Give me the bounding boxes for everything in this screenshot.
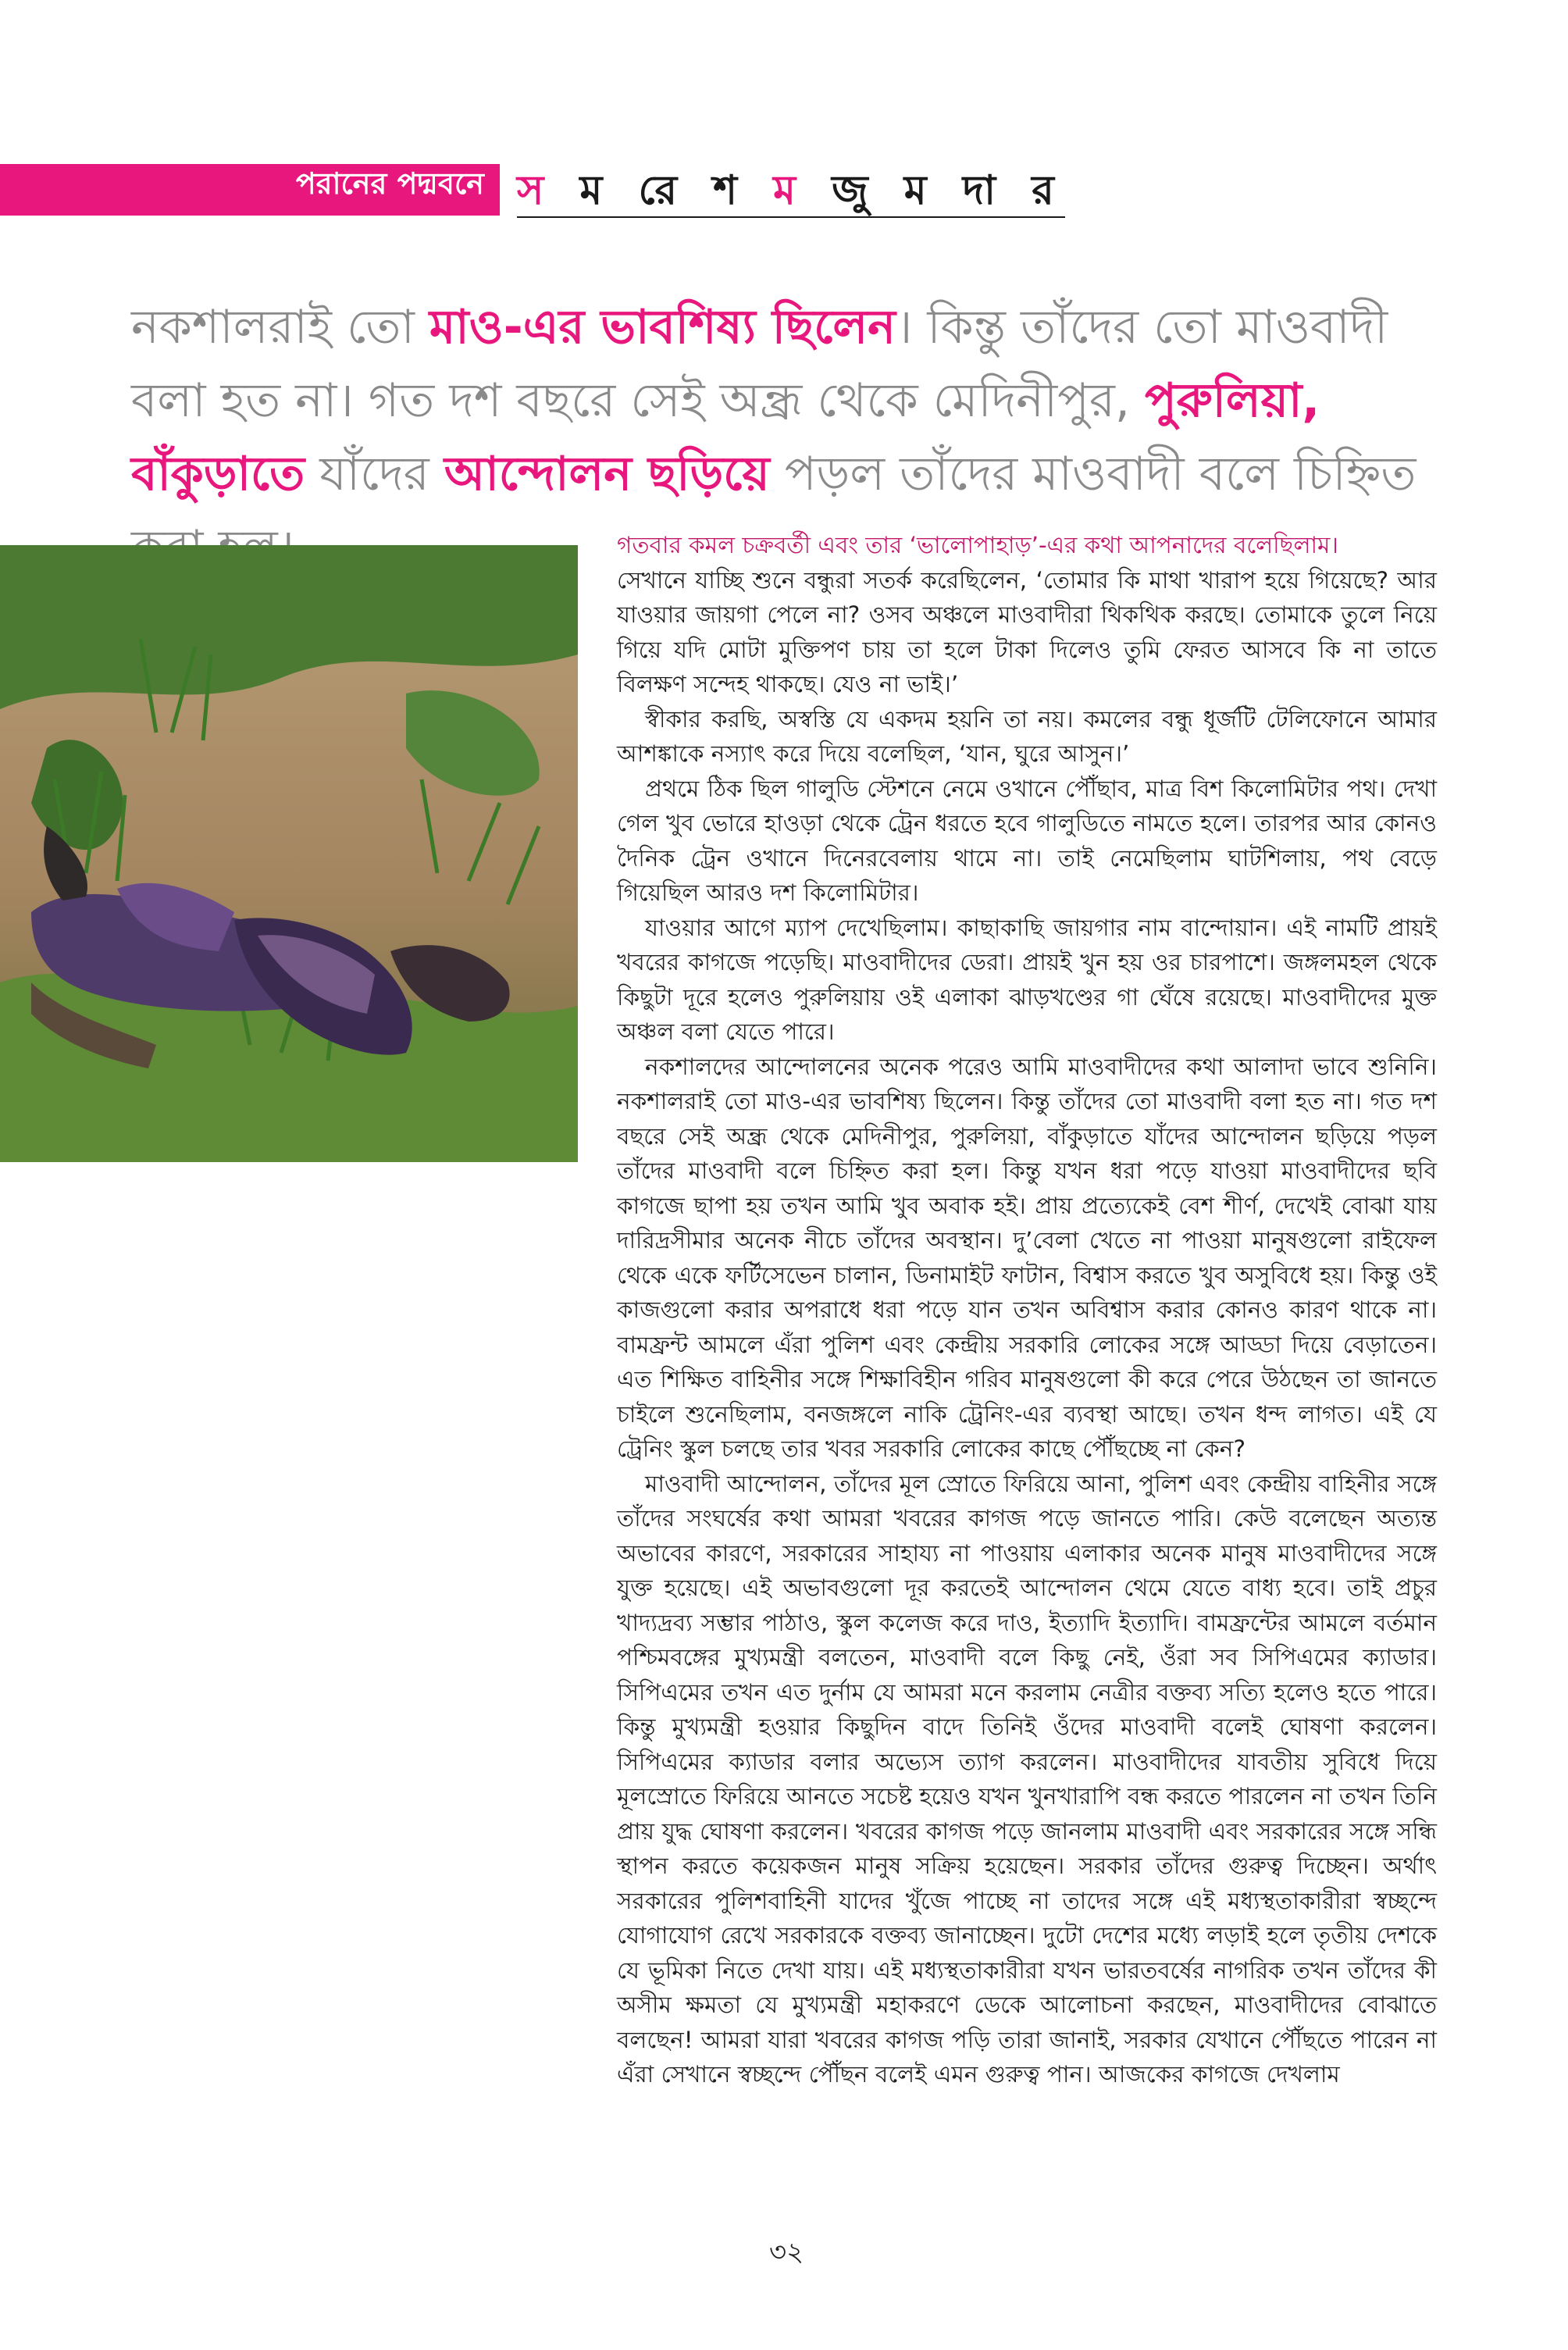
pullquote-highlight-2: পুরুলিয়া, বাঁকুড়াতে — [131, 373, 1320, 501]
page-number: ৩২ — [769, 2237, 804, 2268]
pullquote-part1: নকশালরাই তো — [131, 300, 429, 355]
article-intro: গতবার কমল চক্রবর্তী এবং তার ‘ভালোপাহাড়’-এর কথা আপনাদের বলেছিলাম। — [617, 532, 1338, 558]
article-paragraph-2: স্বীকার করছি, অস্বস্তি যে একদম হয়নি তা নয়। কমলের বন্ধু ধূর্জটি টেলিফোনে আমার আশঙ্কাকে নস্যাৎ করে দিয়ে বলেছিল, ‘যান, ঘুরে আসুন।’ — [617, 705, 1437, 767]
article-body — [617, 528, 1437, 2092]
section-label: পরানের পদ্মবনে — [295, 166, 484, 201]
author-first-rest: ম রে শ — [554, 167, 774, 214]
article-paragraph-4: যাওয়ার আগে ম্যাপ দেখেছিলাম। কাছাকাছি জায়গার নাম বান্দোয়ান। এই নামটি প্রায়ই খবরের কাগজে পড়েছি। মাওবাদীদের ডেরা। প্রায়ই খুন হয় ওর চারপাশে। জঙ্গলমহল থেকে কিছুটা দূরে হলেও পুরুলিয়ায় ওই এলাকা ঝাড়খণ্ডের গা ঘেঁষে রয়েছে। মাওবাদীদের মুক্ত অঞ্চল বলা যেতে পারে। — [617, 914, 1437, 1045]
pullquote-part3: যাঁদের — [305, 447, 444, 501]
section-band — [0, 164, 500, 216]
article-paragraph-1: সেখানে যাচ্ছি শুনে বন্ধুরা সতর্ক করেছিলেন, ‘তোমার কি মাথা খারাপ হয়ে গিয়েছে? আর যাওয়ার জায়গা পেলে না? ওসব অঞ্চলে মাওবাদীরা থিকথিক করছে। তোমাকে তুলে নিয়ে গিয়ে যদি মোটা মুক্তিপণ চায় তা হলে টাকা দিলেও তুমি ফেরত আসবে কি না তাতে বিলক্ষণ সন্দেহ থাকছে। যেও না ভাই।’ — [617, 566, 1437, 697]
author-first-initial: স — [517, 167, 555, 214]
pullquote-highlight-3: আন্দোলন ছড়িয়ে — [444, 447, 770, 501]
article-paragraph-6: মাওবাদী আন্দোলন, তাঁদের মূল স্রোতে ফিরিয়ে আনা, পুলিশ এবং কেন্দ্রীয় বাহিনীর সঙ্গে তাঁদের সংঘর্ষের কথা আমরা খবরের কাগজ পড়ে জানতে পারি। কেউ বলেছেন অত্যন্ত অভাবের কারণে, সরকারের সাহায্য না পাওয়ায় এলাকার অনেক মানুষ মাওবাদীদের সঙ্গে যুক্ত হয়েছে। এই অভাবগুলো দূর করতেই আন্দোলন থেমে যেতে বাধ্য হবে। তাই প্রচুর খাদ্যদ্রব্য সম্ভার পাঠাও, স্কুল কলেজ করে দাও, ইত্যাদি ইত্যাদি। বামফ্রন্টের আমলে বর্তমান পশ্চিমবঙ্গের মুখ্যমন্ত্রী বলতেন, মাওবাদী বলে কিছু নেই, ওঁরা সব সিপিএমের ক্যাডার। সিপিএমের তখন এত দুর্নাম যে আমরা মনে করলাম নেত্রীর বক্তব্য সত্যি হলেও হতে পারে। কিন্তু মুখ্যমন্ত্রী হওয়ার কিছুদিন বাদে তিনিই ওঁদের মাওবাদী বলেই ঘোষণা করলেন। সিপিএমের ক্যাডার বলার অভ্যেস ত্যাগ করলেন। মাওবাদীদের যাবতীয় সুবিধে দিয়ে মূলস্রোতে ফিরিয়ে আনতে সচেষ্ট হয়েও যখন খুনখারাপি বন্ধ করতে পারলেন না তখন তিনি প্রায় যুদ্ধ ঘোষণা করলেন। খবরের কাগজ পড়ে জানলাম মাওবাদী এবং সরকারের সঙ্গে সন্ধি স্থাপন করতে কয়েকজন মানুষ সক্রিয় হয়েছেন। সরকার তাঁদের গুরুত্ব দিচ্ছেন। অর্থাৎ সরকারের পুলিশবাহিনী যাদের খুঁজে পাচ্ছে না তাদের সঙ্গে এই মধ্যস্থতাকারীরা স্বচ্ছন্দে যোগাযোগ রেখে সরকারকে বক্তব্য জানাচ্ছেন। দুটো দেশের মধ্যে লড়াই হলে তৃতীয় দেশকে যে ভূমিকা নিতে দেখা যায়। এই মধ্যস্থতাকারীরা যখন ভারতবর্ষের নাগরিক তখন তাঁদের কী অসীম ক্ষমতা যে মুখ্যমন্ত্রী মহাকরণে ডেকে আলোচনা করছেন, মাওবাদীদের বোঝাতে বলছেন! আমরা যারা খবরের কাগজ পড়ি তারা জানাই, সরকার যেখানে পৌঁছতে পারেন না এঁরা সেখানে স্বচ্ছন্দে পৌঁছন বলেই এমন গুরুত্ব পান। আজকের কাগজে দেখলাম — [617, 1470, 1437, 2088]
pullquote-part2: । কিন্তু তাঁদের তো মাওবাদী বলা হত না। গত দশ বছরে সেই অন্ধ্র থেকে মেদিনীপুর, — [131, 300, 1388, 428]
article-paragraph-3: প্রথমে ঠিক ছিল গালুডি স্টেশনে নেমে ওখানে পৌঁছাব, মাত্র বিশ কিলোমিটার পথ। দেখা গেল খুব ভোরে হাওড়া থেকে ট্রেন ধরতে হবে গালুডিতে নামতে হলে। তারপর আর কোনও দৈনিক ট্রেন ওখানে দিনেরবেলায় থামে না। তাই নেমেছিলাম ঘাটশিলায়, পথ বেড়ে গিয়েছিল আরও দশ কিলোমিটার। — [617, 775, 1437, 906]
pullquote-part4: পড়ল তাঁদের মাওবাদী বলে চিহ্নিত — [784, 447, 1417, 501]
author-last-initial: ম — [773, 167, 807, 214]
news-photo — [0, 545, 578, 1162]
article-paragraph-5: নকশালদের আন্দোলনের অনেক পরেও আমি মাওবাদীদের কথা আলাদা ভাবে শুনিনি। নকশালরাই তো মাও-এর ভাবশিষ্য ছিলেন। কিন্তু তাঁদের তো মাওবাদী বলা হত না। গত দশ বছরে সেই অন্ধ্র থেকে মেদিনীপুর, পুরুলিয়া, বাঁকুড়াতে যাঁদের আন্দোলন ছড়িয়ে পড়ল তাঁদের মাওবাদী বলে চিহ্নিত করা হল। কিন্তু যখন ধরা পড়ে যাওয়া মাওবাদীদের ছবি কাগজে ছাপা হয় তখন আমি খুব অবাক হই। প্রায় প্রত্যেকেই বেশ শীর্ণ, দেখেই বোঝা যায় দারিদ্রসীমার অনেক নীচে তাঁদের অবস্থান। দু’বেলা খেতে না পাওয়া মানুষগুলো রাইফেল থেকে একে ফর্টিসেভেন চালান, ডিনামাইট ফাটান, বিশ্বাস করতে খুব অসুবিধে হয়। কিন্তু ওই কাজগুলো করার অপরাধে ধরা পড়ে যান তখন অবিশ্বাস করার কোনও কারণ থাকে না। বামফ্রন্ট আমলে এঁরা পুলিশ এবং কেন্দ্রীয় সরকারি লোকের সঙ্গে আড্ডা দিয়ে বেড়াতেন। এত শিক্ষিত বাহিনীর সঙ্গে শিক্ষাবিহীন গরিব মানুষগুলো কী করে পেরে উঠছেন তা জানতে চাইলে শুনেছিলাম, বনজঙ্গলে নাকি ট্রেনিং-এর ব্যবস্থা আছে। তখন ধন্দ লাগত। এই যে ট্রেনিং স্কুল চলছে তার খবর সরকারি লোকের কাছে পৌঁছচ্ছে না কেন? — [617, 1053, 1437, 1462]
author-name — [517, 159, 1065, 218]
pullquote-highlight-1: মাও-এর ভাবশিষ্য ছিলেন — [429, 300, 896, 355]
author-last-rest: জু ম দা র — [807, 167, 1065, 214]
